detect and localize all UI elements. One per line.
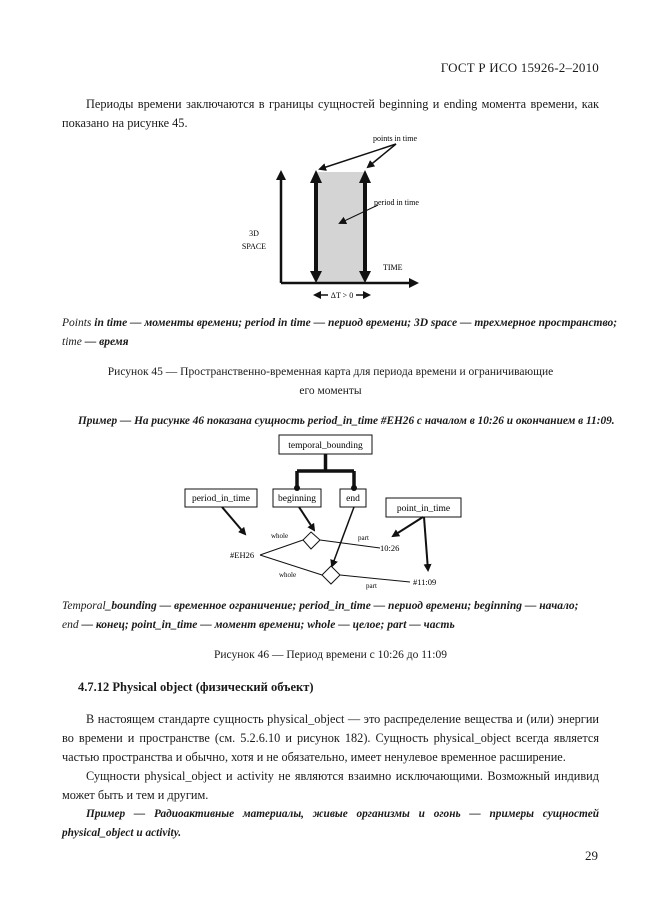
page-number: 29 [585, 848, 598, 863]
node-beginning [273, 489, 321, 507]
figure-46-diagram [170, 430, 470, 600]
figure-45-legend [62, 314, 622, 352]
figure-45-caption [62, 363, 599, 401]
instance-eh26: #EH26 [230, 550, 255, 560]
instance-1109: #11:09 [413, 577, 437, 587]
caption-line-1: Рисунок 45 — Пространственно-временная карта для периода времени и ограничивающие [107, 366, 554, 378]
legend-line-1 [62, 314, 622, 333]
svg-text:beginning: beginning [278, 494, 316, 504]
arrow-point-to-1026 [393, 517, 423, 536]
legend-term: end [62, 619, 79, 631]
svg-text:period_in_time: period_in_time [191, 494, 251, 504]
legend-line-1 [62, 597, 622, 616]
legend-line-2 [62, 616, 622, 635]
label-time: TIME [383, 263, 403, 272]
label-delta-t: ΔT > 0 [330, 291, 354, 300]
section-example: Пример — Радиоактивные материалы, живые организмы и огонь — примеры сущностей physical_object и activity. [62, 808, 599, 839]
legend-definitions: in time — моменты времени; period in time — период времени; 3D space — трехмерное пространство; [94, 317, 618, 329]
section-paragraph-2: Сущности physical_object и activity не являются взаимно исключающими. Возможный индивид может быть и тем и другим. [62, 769, 599, 802]
arrow-point-to-1109 [424, 517, 428, 570]
figure-46-legend [62, 597, 622, 635]
legend-term: time [62, 336, 82, 348]
subtype-connector [297, 454, 354, 486]
node-point-in-time [386, 498, 461, 517]
figure-46-caption: Рисунок 46 — Период времени с 10:26 до 11:09 [214, 649, 447, 661]
intro-paragraph: Периоды времени заключаются в границы сущностей beginning и ending момента времени, как показано на рисунке 45. [62, 97, 599, 130]
node-period-in-time [185, 489, 257, 507]
period-shaded-region [316, 172, 365, 283]
arrow-beginning-to-diamond [299, 507, 314, 530]
section-heading: 4.7.12 Physical object (физический объект) [78, 680, 314, 694]
svg-text:temporal_bounding: temporal_bounding [288, 441, 363, 451]
legend-definitions: — время [81, 336, 129, 348]
role-whole-1: whole [271, 532, 289, 540]
caption-line-2: его моменты [299, 385, 362, 397]
svg-text:point_in_time: point_in_time [396, 504, 451, 514]
role-whole-2: whole [279, 571, 297, 579]
legend-line-2 [62, 333, 622, 352]
legend-definitions: _bounding — временное ограничение; period_in_time — период времени; beginning — начало; [105, 600, 579, 612]
node-end [340, 489, 366, 507]
legend-definitions: — конец; point_in_time — момент времени; whole — целое; part — часть [78, 619, 455, 631]
example-figure-46: Пример — На рисунке 46 показана сущность period_in_time #EH26 с началом в 10:26 и окончанием в 11:09. [78, 415, 615, 427]
role-part-1: part [358, 534, 369, 542]
role-part-2: part [366, 582, 377, 590]
node-temporal-bounding [279, 435, 372, 454]
relationship-diamond-1 [303, 532, 320, 549]
section-paragraph-1: В настоящем стандарте сущность physical_object — это распределение вещества и (или) энергии во времени и пространстве (см. 5.2.6.10 и рисунок 182). Сущность physical_object всегда является частью пространства и обычно, хотя и не обязательно, имеет ненулевое временное расширение. [62, 712, 599, 764]
instance-1026: 10:26 [380, 543, 400, 553]
arrow-period-to-eh26 [222, 507, 245, 534]
label-period-in-time: period in time [374, 198, 419, 207]
label-points-in-time: points in time [373, 134, 417, 143]
figure-45-diagram [220, 125, 440, 310]
document-header-id: ГОСТ Р ИСО 15926-2–2010 [440, 60, 599, 75]
label-space: SPACE [241, 242, 267, 251]
label-3d: 3D [249, 229, 259, 238]
svg-text:end: end [346, 494, 360, 504]
arrow-end-to-diamond [332, 507, 354, 566]
relationship-diamond-2 [322, 566, 340, 584]
legend-term: Points [62, 317, 95, 329]
legend-term: Temporal [62, 600, 106, 612]
